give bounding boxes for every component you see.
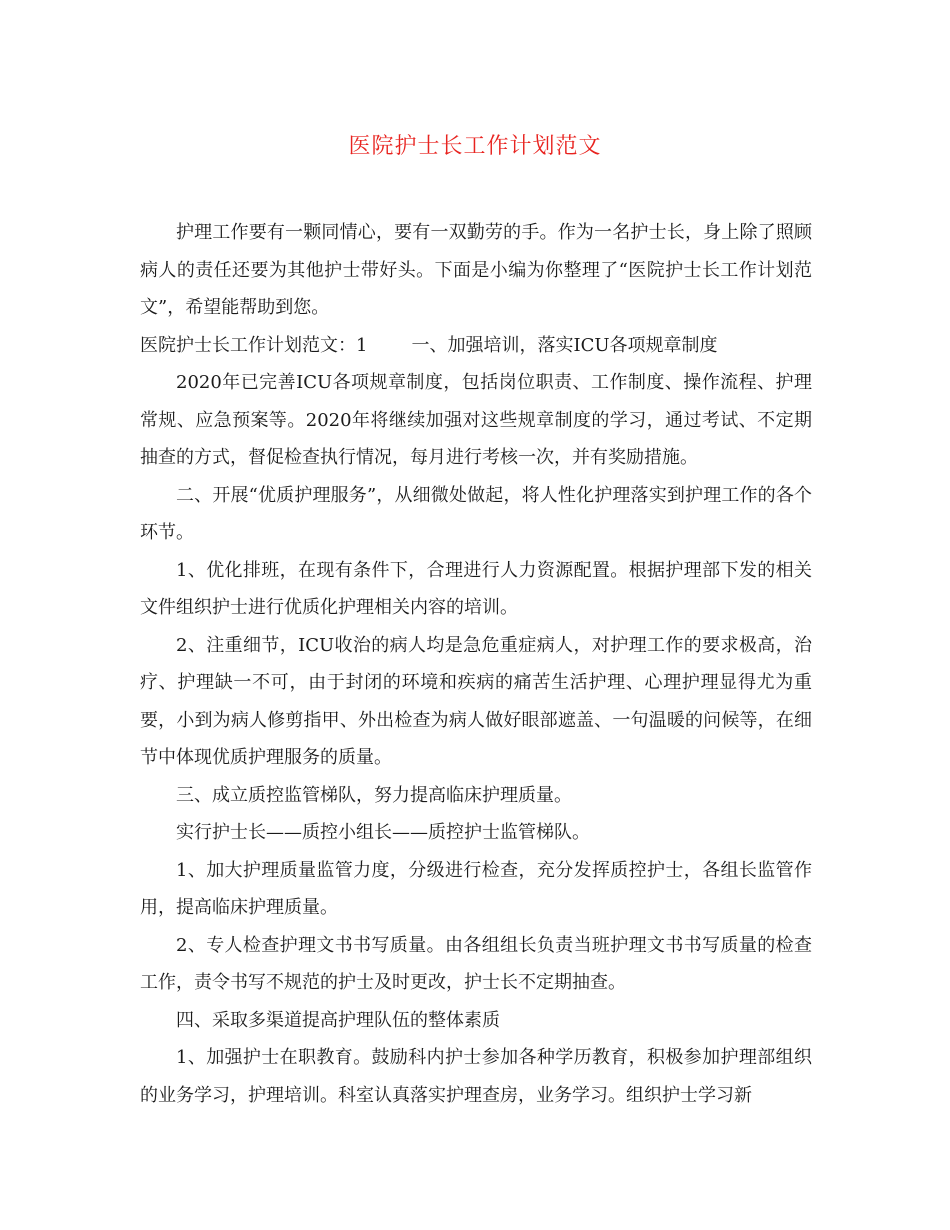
document-body (140, 214, 812, 1114)
section-three-intro: 实行护士长——质控小组长——质控护士监管梯队。 (176, 822, 590, 843)
section-two-item-1: 1、优化排班，在现有条件下，合理进行人力资源配置。根据护理部下发的相关文件组织护士进行优质化护理相关内容的培训。 (140, 559, 812, 618)
section-two-heading: 二、开展“优质护理服务”，从细微处做起，将人性化护理落实到护理工作的各个环节。 (140, 484, 812, 543)
section-four-item-1: 1、加强护士在职教育。鼓励科内护士参加各种学历教育，积极参加护理部组织的业务学习，护理培训。科室认真落实护理查房，业务学习。组织护士学习新 (140, 1047, 812, 1106)
section-one-paragraph: 2020年已完善ICU各项规章制度，包括岗位职责、工作制度、操作流程、护理常规、应急预案等。2020年将继续加强对这些规章制度的学习，通过考试、不定期抽查的方式，督促检查执行情况，每月进行考核一次，并有奖励措施。 (140, 372, 812, 468)
plan-heading-lead: 医院护士长工作计划范文：1 (140, 334, 368, 356)
section-two-item-2: 2、注重细节，ICU收治的病人均是急危重症病人，对护理工作的要求极高，治疗、护理缺一不可，由于封闭的环境和疾病的痛苦生活护理、心理护理显得尤为重要，小到为病人修剪指甲、外出检查为病人做好眼部遮盖、一句温暖的问候等，在细节中体现优质护理服务的质量。 (140, 634, 812, 768)
section-three-item-1: 1、加大护理质量监管力度，分级进行检查，充分发挥质控护士，各组长监管作用，提高临床护理质量。 (140, 859, 812, 918)
section-four-heading: 四、采取多渠道提高护理队伍的整体素质 (176, 1009, 500, 1031)
document-title: 医院护士长工作计划范文 (348, 134, 602, 159)
intro-paragraph: 护理工作要有一颗同情心，要有一双勤劳的手。作为一名护士长，身上除了照顾病人的责任还要为其他护士带好头。下面是小编为你整理了“医院护士长工作计划范文”，希望能帮助到您。 (140, 222, 812, 318)
plan-heading-line (140, 327, 812, 365)
section-three-heading: 三、成立质控监管梯队，努力提高临床护理质量。 (176, 784, 572, 806)
section-three-item-2: 2、专人检查护理文书书写质量。由各组组长负责当班护理文书书写质量的检查工作，责令书写不规范的护士及时更改，护士长不定期抽查。 (140, 934, 812, 993)
section-one-heading: 一、加强培训，落实ICU各项规章制度 (411, 334, 718, 356)
